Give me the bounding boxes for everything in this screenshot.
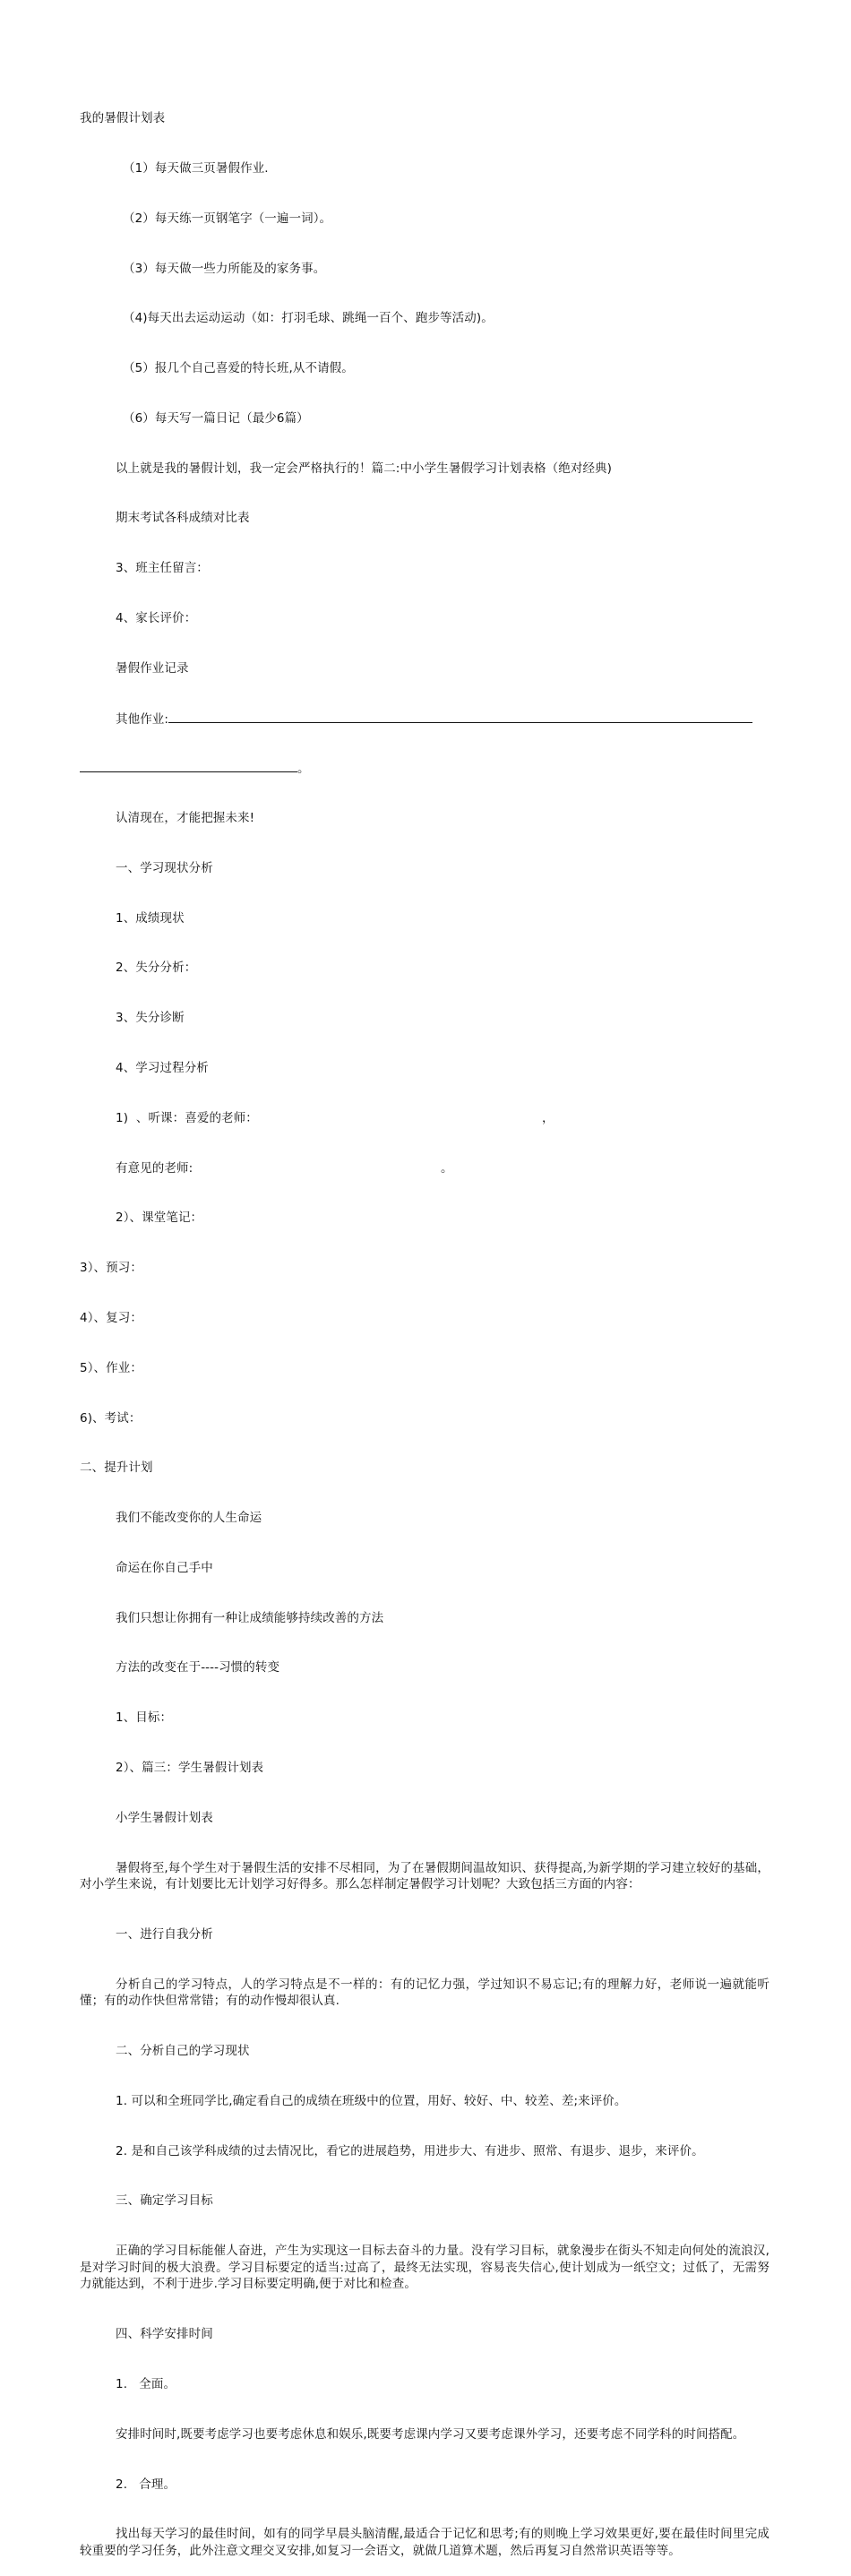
document-body bbox=[80, 77, 769, 2576]
section-heading-2: 二、提升计划 bbox=[80, 1460, 153, 1476]
other-homework-line-cont bbox=[80, 760, 769, 777]
period-mark: 。 bbox=[297, 762, 310, 777]
plan-item-2: （2）每天练一页钢笔字（一遍一词）。 bbox=[123, 211, 332, 226]
blank-underline bbox=[80, 760, 297, 772]
other-homework-line bbox=[80, 711, 769, 728]
listening-line bbox=[80, 1110, 769, 1127]
heading-self-analysis: 一、进行自我分析 bbox=[116, 1926, 213, 1942]
plan-item-1: （1）每天做三页暑假作业. bbox=[123, 160, 269, 176]
homework-item: 5）、作业： bbox=[80, 1360, 142, 1375]
homework-record-heading: 暑假作业记录 bbox=[116, 660, 189, 676]
plan-item-4: （4)每天出去运动运动（如：打羽毛球、跳绳一百个、跑步等活动)。 bbox=[123, 311, 494, 326]
plan-summary-line: 以上就是我的暑假计划，我一定会严格执行的！篇二:中小学生暑假学习计划表格（绝对经典) bbox=[116, 461, 613, 476]
score-comparison-heading: 期末考试各科成绩对比表 bbox=[116, 511, 250, 526]
numbered-item-2: 2. 是和自己该学科成绩的过去情况比，看它的进展趋势，用进步大、有进步、照常、有退步、退步，来评价。 bbox=[116, 2143, 704, 2158]
parent-evaluation-label: 4、家长评价： bbox=[116, 611, 197, 625]
plan-item-6: （6）每天写一篇日记（最少6篇） bbox=[123, 410, 309, 426]
period-mark: 。 bbox=[441, 1160, 453, 1176]
numbered-item-1: 1. 可以和全班同学比,确定看自己的成绩在班级中的位置，用好、较好、中、较差、差;来评价。 bbox=[116, 2093, 627, 2108]
section-heading-1: 一、学习现状分析 bbox=[116, 860, 213, 875]
teacher-comment-label: 3、班主任留言： bbox=[116, 561, 209, 576]
intro-paragraph: 暑假将至,每个学生对于暑假生活的安排不尽相同，为了在暑假期间温故知识、获得提高,为新学期的学习建立较好的基础，对小学生来说，有计划要比无计划学习好得多。那么怎样制定暑假学习计划呢？大致包括三方面的内容： bbox=[80, 1860, 769, 1892]
slogan-line-4: 方法的改变在于----习惯的转变 bbox=[116, 1660, 280, 1676]
heading-study-goal: 三、确定学习目标 bbox=[116, 2193, 213, 2209]
preview-item: 3）、预习： bbox=[80, 1261, 142, 1276]
opinion-teacher-line bbox=[80, 1160, 769, 1177]
blank-underline bbox=[168, 711, 752, 723]
sub-item-2: 2、失分分析： bbox=[116, 961, 197, 976]
numbered-item-comprehensive: 1. 全面。 bbox=[116, 2376, 176, 2391]
sub-item-4: 4、学习过程分析 bbox=[116, 1061, 209, 1076]
notes-item: 2）、课堂笔记： bbox=[116, 1210, 203, 1226]
goal-item: 1、目标： bbox=[116, 1710, 173, 1726]
exam-item: 6)、考试： bbox=[80, 1410, 142, 1426]
motto-line: 认清现在，才能把握未来! bbox=[116, 811, 255, 826]
comprehensive-paragraph: 安排时间时,既要考虑学习也要考虑休息和娱乐,既要考虑课内学习又要考虑课外学习，还要考虑不同学科的时间搭配。 bbox=[116, 2426, 745, 2442]
comma-mark: ， bbox=[542, 1110, 554, 1125]
heading-time-plan: 四、科学安排时间 bbox=[116, 2327, 213, 2342]
sub-item-3: 3、失分诊断 bbox=[116, 1011, 185, 1026]
numbered-item-reasonable: 2. 合理。 bbox=[116, 2477, 176, 2492]
doc-title: 我的暑假计划表 bbox=[80, 111, 166, 126]
self-analysis-paragraph: 分析自己的学习特点，人的学习特点是不一样的：有的记忆力强，学过知识不易忘记;有的理解力好，老师说一遍就能听懂；有的动作快但常常错；有的动作慢却很认真. bbox=[80, 1977, 769, 2009]
slogan-line-3: 我们只想让你拥有一种让成绩能够持续改善的方法 bbox=[116, 1610, 384, 1625]
plan-item-3: （3）每天做一些力所能及的家务事。 bbox=[123, 261, 326, 276]
plan-item-5: （5）报几个自己喜爱的特长班,从不请假。 bbox=[123, 361, 354, 376]
reasonable-paragraph: 找出每天学习的最佳时间，如有的同学早晨头脑清醒,最适合于记忆和思考;有的则晚上学习效果更好,要在最佳时间里完成较重要的学习任务，此外注意文理交叉安排,如复习一会语文，就做几道算术题，然后再复习自然常识英语等等。 bbox=[80, 2527, 769, 2558]
slogan-line-2: 命运在你自己手中 bbox=[116, 1560, 213, 1575]
opinion-teacher-label: 有意见的老师: bbox=[116, 1160, 193, 1176]
listening-label: 1) 、听课：喜爱的老师： bbox=[116, 1110, 258, 1125]
goal-paragraph: 正确的学习目标能催人奋进，产生为实现这一目标去奋斗的力量。没有学习目标，就象漫步在街头不知走向何处的流浪汉,是对学习时间的极大浪费。学习目标要定的适当:过高了，最终无法实现，容易丧失信心,使计划成为一纸空文；过低了，无需努力就能达到，不利于进步.学习目标要定明确,便于对比和检查。 bbox=[80, 2244, 769, 2292]
review-item: 4）、复习： bbox=[80, 1310, 142, 1325]
other-homework-label: 其他作业: bbox=[116, 711, 169, 727]
primary-plan-title: 小学生暑假计划表 bbox=[116, 1810, 213, 1825]
part-three-heading: 2）、篇三：学生暑假计划表 bbox=[116, 1760, 264, 1775]
sub-item-1: 1、成绩现状 bbox=[116, 910, 185, 926]
slogan-line-1: 我们不能改变你的人生命运 bbox=[116, 1511, 262, 1526]
heading-study-status: 二、分析自己的学习现状 bbox=[116, 2044, 250, 2059]
